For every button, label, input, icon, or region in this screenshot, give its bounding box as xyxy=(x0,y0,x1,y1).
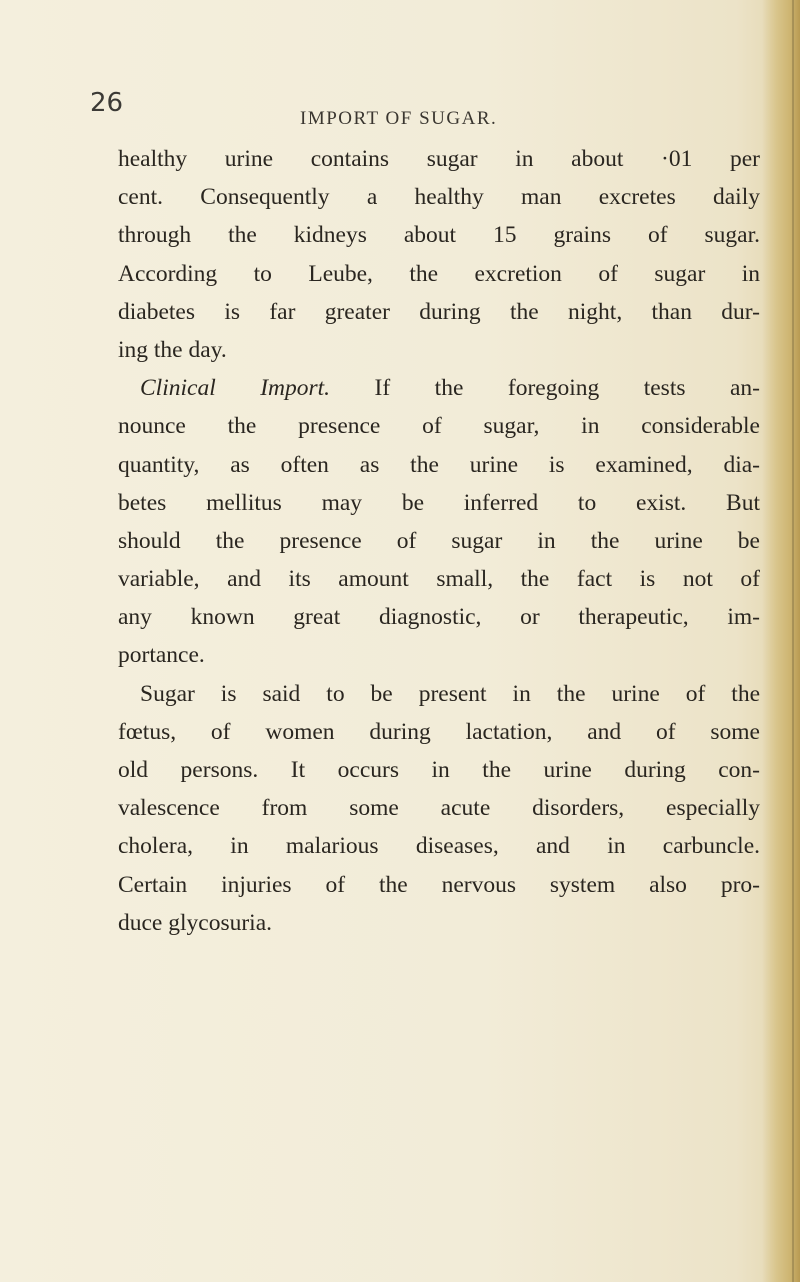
body-text xyxy=(118,140,760,942)
text-line: Certain injuries of the nervous system also pro- xyxy=(118,871,760,898)
paragraph-heading: Clinical Import. xyxy=(140,375,331,402)
running-head: IMPORT OF SUGAR. xyxy=(300,108,498,129)
text-line: According to Leube, the excretion of sugar in xyxy=(118,260,760,287)
text-line: nounce the presence of sugar, in considerable xyxy=(118,413,760,440)
text-line: cent. Consequently a healthy man excretes daily xyxy=(118,184,760,211)
text-line xyxy=(118,369,760,407)
page-binding-edge xyxy=(762,0,800,1282)
binding-shadow-line xyxy=(792,0,794,1282)
text-line: any known great diagnostic, or therapeutic, im- xyxy=(118,604,760,631)
text-line: diabetes is far greater during the night, than dur- xyxy=(118,298,760,325)
page-number: 26 xyxy=(90,88,124,118)
text-line: portance. xyxy=(118,642,205,669)
text-line: fœtus, of women during lactation, and of some xyxy=(118,718,760,745)
text-line: Sugar is said to be present in the urine of the xyxy=(140,680,760,707)
text-line: quantity, as often as the urine is examined, dia- xyxy=(118,451,760,478)
text-line: valescence from some acute disorders, especially xyxy=(118,795,760,822)
text-fragment: If the foregoing tests an- xyxy=(374,375,760,402)
text-line: old persons. It occurs in the urine during con- xyxy=(118,757,760,783)
text-line: betes mellitus may be inferred to exist. But xyxy=(118,489,760,516)
text-line: variable, and its amount small, the fact is not of xyxy=(118,566,760,593)
text-line: through the kidneys about 15 grains of sugar. xyxy=(118,222,760,249)
text-line: cholera, in malarious diseases, and in carbuncle. xyxy=(118,833,760,860)
text-line: should the presence of sugar in the urine be xyxy=(118,527,760,554)
text-line: ing the day. xyxy=(118,336,227,363)
text-line: duce glycosuria. xyxy=(118,909,273,936)
text-line: healthy urine contains sugar in about ·01 per xyxy=(118,146,760,172)
